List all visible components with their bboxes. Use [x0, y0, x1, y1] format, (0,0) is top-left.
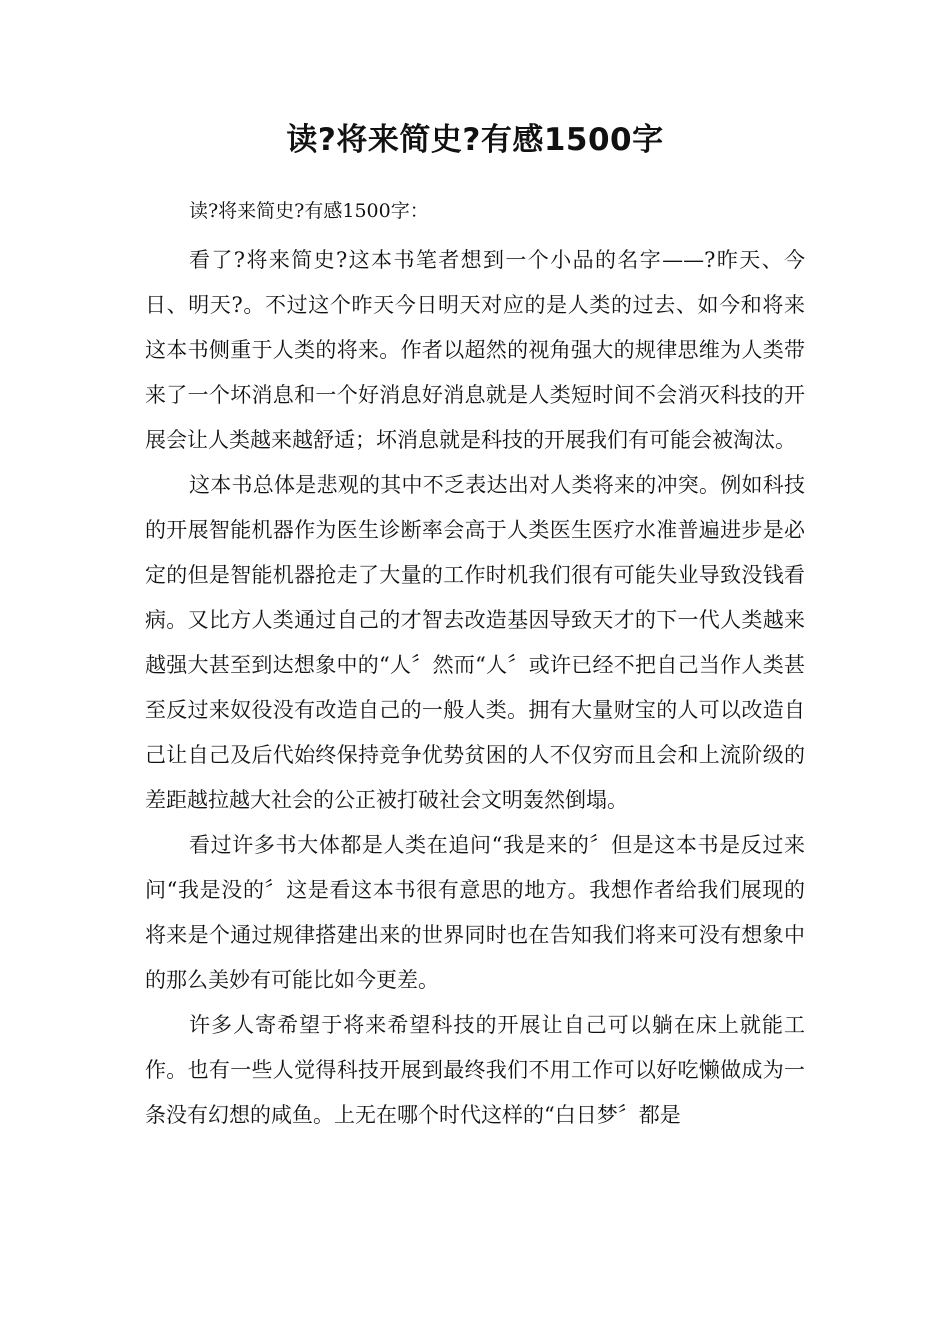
paragraph: 看了?将来简史?这本书笔者想到一个小品的名字——?昨天、今日、明天?。不过这个昨天今日明天对应的是人类的过去、如今和将来这本书侧重于人类的将来。作者以超然的视角强大的规律思维为人类带来了一个坏消息和一个好消息好消息就是人类短时间不会消灭科技的开展会让人类越来越舒适；坏消息就是科技的开展我们有可能会被淘汰。 — [145, 248, 805, 452]
document-title: 读?将来简史?有感1500字 — [286, 122, 664, 158]
paragraph: 这本书总体是悲观的其中不乏表达出对人类将来的冲突。例如科技的开展智能机器作为医生诊断率会高于人类医生医疗水准普遍进步是必定的但是智能机器抢走了大量的工作时机我们很有可能失业导致没钱看病。又比方人类通过自己的才智去改造基因导致天才的下一代人类越来越强大甚至到达想象中的“人〞然而“人〞或许已经不把自己当作人类甚至反过来奴役没有改造自己的一般人类。拥有大量财宝的人可以改造自己让自己及后代始终保持竞争优势贫困的人不仅穷而且会和上流阶级的差距越拉越大社会的公正被打破社会文明轰然倒塌。 — [145, 473, 805, 812]
document-subtitle: 读?将来简史?有感1500字： — [189, 200, 429, 222]
paragraph: 许多人寄希望于将来希望科技的开展让自己可以躺在床上就能工作。也有一些人觉得科技开展到最终我们不用工作可以好吃懒做成为一条没有幻想的咸鱼。上无在哪个时代这样的“白日梦〞都是 — [145, 1013, 805, 1127]
paragraph: 看过许多书大体都是人类在追问“我是来的〞但是这本书是反过来问“我是没的〞这是看这本书很有意思的地方。我想作者给我们展现的将来是个通过规律搭建出来的世界同时也在告知我们将来可没有想象中的那么美妙有可能比如今更差。 — [145, 833, 805, 992]
document-body — [145, 196, 805, 1138]
